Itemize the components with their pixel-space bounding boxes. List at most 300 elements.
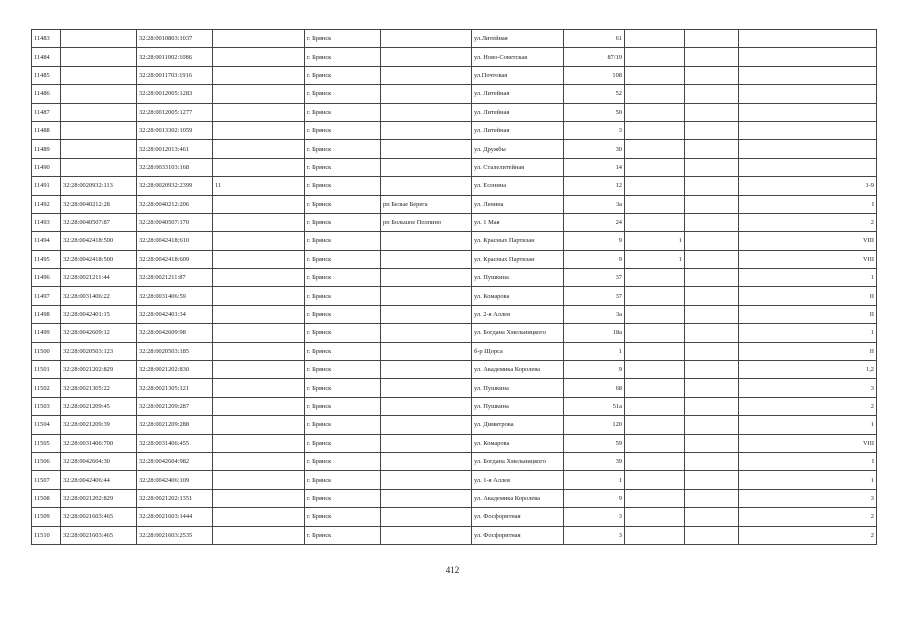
row-number-cell: 11506 xyxy=(32,452,61,470)
cadastral-number-cell: 32:28:0021603:2535 xyxy=(137,526,213,544)
extra-number-cell xyxy=(213,305,305,323)
building-cell xyxy=(625,121,685,139)
house-cell: 3 xyxy=(564,526,625,544)
building-cell xyxy=(625,30,685,48)
structure-cell xyxy=(685,526,739,544)
extra-number-cell xyxy=(213,342,305,360)
apartment-cell: 3 xyxy=(739,489,877,507)
cadastral-quarter-cell: 32:28:0042604:30 xyxy=(61,452,137,470)
city-cell: г. Брянск xyxy=(305,287,381,305)
apartment-cell: 1 xyxy=(739,471,877,489)
cadastral-number-cell: 32:28:0040507:170 xyxy=(137,213,213,231)
building-cell xyxy=(625,103,685,121)
street-cell: ул. 1-я Аллея xyxy=(472,471,564,489)
table-row xyxy=(32,232,877,250)
building-cell xyxy=(625,342,685,360)
house-cell: 9 xyxy=(564,232,625,250)
locality-cell xyxy=(381,434,472,452)
cadastral-quarter-cell: 32:28:0021202:829 xyxy=(61,361,137,379)
cadastral-quarter-cell xyxy=(61,66,137,84)
cadastral-quarter-cell: 32:28:0042418:500 xyxy=(61,250,137,268)
structure-cell xyxy=(685,324,739,342)
cadastral-number-cell: 32:28:0042418:610 xyxy=(137,232,213,250)
house-cell: 3 xyxy=(564,508,625,526)
building-cell xyxy=(625,416,685,434)
extra-number-cell xyxy=(213,66,305,84)
row-number-cell: 11498 xyxy=(32,305,61,323)
cadastral-number-cell: 32:28:0042604:982 xyxy=(137,452,213,470)
row-number-cell: 11493 xyxy=(32,213,61,231)
structure-cell xyxy=(685,508,739,526)
apartment-cell xyxy=(739,30,877,48)
locality-cell xyxy=(381,158,472,176)
row-number-cell: 11505 xyxy=(32,434,61,452)
locality-cell xyxy=(381,85,472,103)
house-cell: 9 xyxy=(564,250,625,268)
apartment-cell: II xyxy=(739,305,877,323)
cadastral-number-cell: 32:28:0021202:1351 xyxy=(137,489,213,507)
extra-number-cell xyxy=(213,416,305,434)
city-cell: г. Брянск xyxy=(305,85,381,103)
locality-cell: рп Большое Полпино xyxy=(381,213,472,231)
street-cell: ул. Академика Королева xyxy=(472,489,564,507)
cadastral-quarter-cell: 32:28:0042406:44 xyxy=(61,471,137,489)
structure-cell xyxy=(685,195,739,213)
structure-cell xyxy=(685,361,739,379)
extra-number-cell xyxy=(213,250,305,268)
extra-number-cell xyxy=(213,397,305,415)
street-cell: ул. Пушкина xyxy=(472,397,564,415)
table-row xyxy=(32,158,877,176)
table-row xyxy=(32,269,877,287)
structure-cell xyxy=(685,452,739,470)
cadastral-quarter-cell: 32:28:0021305:22 xyxy=(61,379,137,397)
house-cell: 18а xyxy=(564,324,625,342)
structure-cell xyxy=(685,342,739,360)
table-row xyxy=(32,213,877,231)
table-row xyxy=(32,379,877,397)
cadastral-number-cell: 32:28:0012005:1283 xyxy=(137,85,213,103)
table-row xyxy=(32,324,877,342)
city-cell: г. Брянск xyxy=(305,103,381,121)
extra-number-cell xyxy=(213,213,305,231)
apartment-cell xyxy=(739,158,877,176)
extra-number-cell xyxy=(213,324,305,342)
house-cell: 3а xyxy=(564,305,625,323)
house-cell: 59 xyxy=(564,434,625,452)
table-row xyxy=(32,489,877,507)
street-cell: ул. Ленина xyxy=(472,195,564,213)
building-cell xyxy=(625,471,685,489)
house-cell: 24 xyxy=(564,213,625,231)
building-cell xyxy=(625,158,685,176)
apartment-cell: 2 xyxy=(739,526,877,544)
street-cell: ул. Дружбы xyxy=(472,140,564,158)
city-cell: г. Брянск xyxy=(305,397,381,415)
cadastral-number-cell: 32:28:0031406:455 xyxy=(137,434,213,452)
house-cell: 87/19 xyxy=(564,48,625,66)
structure-cell xyxy=(685,232,739,250)
cadastral-quarter-cell: 32:28:0031406:22 xyxy=(61,287,137,305)
row-number-cell: 11502 xyxy=(32,379,61,397)
street-cell: ул. Комарова xyxy=(472,287,564,305)
locality-cell xyxy=(381,324,472,342)
row-number-cell: 11508 xyxy=(32,489,61,507)
cadastral-number-cell: 32:28:0011703:1916 xyxy=(137,66,213,84)
table-row xyxy=(32,397,877,415)
extra-number-cell: 11 xyxy=(213,177,305,195)
table-row xyxy=(32,85,877,103)
structure-cell xyxy=(685,158,739,176)
locality-cell xyxy=(381,269,472,287)
table-row xyxy=(32,250,877,268)
apartment-cell: 2 xyxy=(739,213,877,231)
building-cell xyxy=(625,305,685,323)
row-number-cell: 11488 xyxy=(32,121,61,139)
cadastral-number-cell: 32:28:0021209:287 xyxy=(137,397,213,415)
apartment-cell: 2 xyxy=(739,508,877,526)
cadastral-number-cell: 32:28:0031406:59 xyxy=(137,287,213,305)
locality-cell xyxy=(381,305,472,323)
building-cell xyxy=(625,324,685,342)
cadastral-number-cell: 32:28:0042406:109 xyxy=(137,471,213,489)
street-cell: ул. Богдана Хмельницкого xyxy=(472,324,564,342)
extra-number-cell xyxy=(213,103,305,121)
extra-number-cell xyxy=(213,85,305,103)
house-cell: 30 xyxy=(564,140,625,158)
row-number-cell: 11487 xyxy=(32,103,61,121)
house-cell: 61 xyxy=(564,30,625,48)
house-cell: 108 xyxy=(564,66,625,84)
city-cell: г. Брянск xyxy=(305,269,381,287)
structure-cell xyxy=(685,30,739,48)
row-number-cell: 11486 xyxy=(32,85,61,103)
street-cell: ул. Академика Королева xyxy=(472,361,564,379)
city-cell: г. Брянск xyxy=(305,213,381,231)
city-cell: г. Брянск xyxy=(305,66,381,84)
row-number-cell: 11495 xyxy=(32,250,61,268)
row-number-cell: 11494 xyxy=(32,232,61,250)
table-row xyxy=(32,195,877,213)
city-cell: г. Брянск xyxy=(305,195,381,213)
apartment-cell: 1,2 xyxy=(739,361,877,379)
cadastral-quarter-cell: 32:28:0042418:500 xyxy=(61,232,137,250)
table-row xyxy=(32,526,877,544)
cadastral-number-cell: 32:28:0013302:1059 xyxy=(137,121,213,139)
street-cell: ул. Фосфоритная xyxy=(472,526,564,544)
city-cell: г. Брянск xyxy=(305,361,381,379)
locality-cell xyxy=(381,489,472,507)
cadastral-number-cell: 32:28:0012005:1277 xyxy=(137,103,213,121)
city-cell: г. Брянск xyxy=(305,48,381,66)
apartment-cell: I xyxy=(739,452,877,470)
cadastral-quarter-cell: 32:28:0021211:44 xyxy=(61,269,137,287)
cadastral-number-cell: 32:28:0021305:121 xyxy=(137,379,213,397)
building-cell xyxy=(625,48,685,66)
extra-number-cell xyxy=(213,121,305,139)
building-cell xyxy=(625,177,685,195)
page-number: 412 xyxy=(445,565,460,575)
cadastral-quarter-cell xyxy=(61,30,137,48)
street-cell: ул. Есенина xyxy=(472,177,564,195)
street-cell: ул. Пушкина xyxy=(472,379,564,397)
building-cell xyxy=(625,287,685,305)
locality-cell xyxy=(381,177,472,195)
city-cell: г. Брянск xyxy=(305,434,381,452)
city-cell: г. Брянск xyxy=(305,471,381,489)
cadastral-number-cell: 32:28:0020932:2399 xyxy=(137,177,213,195)
structure-cell xyxy=(685,397,739,415)
street-cell: б-р Щорса xyxy=(472,342,564,360)
cadastral-quarter-cell xyxy=(61,85,137,103)
apartment-cell: 1 xyxy=(739,416,877,434)
locality-cell xyxy=(381,526,472,544)
cadastral-quarter-cell xyxy=(61,121,137,139)
cadastral-number-cell: 32:28:0021202:830 xyxy=(137,361,213,379)
apartment-cell: II xyxy=(739,287,877,305)
cadastral-number-cell: 32:28:0021603:1444 xyxy=(137,508,213,526)
locality-cell xyxy=(381,287,472,305)
cadastral-number-cell: 32:28:0012013:461 xyxy=(137,140,213,158)
city-cell: г. Брянск xyxy=(305,508,381,526)
city-cell: г. Брянск xyxy=(305,177,381,195)
structure-cell xyxy=(685,177,739,195)
cadastral-quarter-cell: 32:28:0021603:465 xyxy=(61,526,137,544)
table-row xyxy=(32,508,877,526)
apartment-cell xyxy=(739,121,877,139)
row-number-cell: 11509 xyxy=(32,508,61,526)
extra-number-cell xyxy=(213,48,305,66)
cadastral-quarter-cell: 32:28:0020503:123 xyxy=(61,342,137,360)
city-cell: г. Брянск xyxy=(305,305,381,323)
structure-cell xyxy=(685,416,739,434)
building-cell xyxy=(625,434,685,452)
locality-cell xyxy=(381,30,472,48)
city-cell: г. Брянск xyxy=(305,416,381,434)
extra-number-cell xyxy=(213,140,305,158)
cadastral-quarter-cell xyxy=(61,140,137,158)
street-cell: ул. Сталелитейная xyxy=(472,158,564,176)
row-number-cell: 11483 xyxy=(32,30,61,48)
extra-number-cell xyxy=(213,361,305,379)
locality-cell xyxy=(381,66,472,84)
cadastral-number-cell: 32:28:0042609:98 xyxy=(137,324,213,342)
table-row xyxy=(32,305,877,323)
row-number-cell: 11507 xyxy=(32,471,61,489)
apartment-cell: I xyxy=(739,195,877,213)
table-row xyxy=(32,140,877,158)
building-cell: 1 xyxy=(625,232,685,250)
apartment-cell: 1-9 xyxy=(739,177,877,195)
structure-cell xyxy=(685,434,739,452)
structure-cell xyxy=(685,66,739,84)
apartment-cell: 2 xyxy=(739,397,877,415)
locality-cell xyxy=(381,379,472,397)
row-number-cell: 11503 xyxy=(32,397,61,415)
cadastral-quarter-cell xyxy=(61,158,137,176)
extra-number-cell xyxy=(213,508,305,526)
city-cell: г. Брянск xyxy=(305,140,381,158)
locality-cell xyxy=(381,508,472,526)
apartment-cell: VIII xyxy=(739,232,877,250)
extra-number-cell xyxy=(213,471,305,489)
cadastral-quarter-cell xyxy=(61,103,137,121)
house-cell: 12 xyxy=(564,177,625,195)
extra-number-cell xyxy=(213,434,305,452)
city-cell: г. Брянск xyxy=(305,489,381,507)
house-cell: 68 xyxy=(564,379,625,397)
table-row xyxy=(32,342,877,360)
structure-cell xyxy=(685,250,739,268)
extra-number-cell xyxy=(213,489,305,507)
street-cell: ул. 1 Мая xyxy=(472,213,564,231)
table-row xyxy=(32,416,877,434)
street-cell: ул. Литейная xyxy=(472,103,564,121)
structure-cell xyxy=(685,305,739,323)
row-number-cell: 11485 xyxy=(32,66,61,84)
locality-cell xyxy=(381,416,472,434)
building-cell xyxy=(625,66,685,84)
structure-cell xyxy=(685,379,739,397)
structure-cell xyxy=(685,85,739,103)
house-cell: 51а xyxy=(564,397,625,415)
row-number-cell: 11500 xyxy=(32,342,61,360)
street-cell: ул.Литейная xyxy=(472,30,564,48)
locality-cell xyxy=(381,250,472,268)
structure-cell xyxy=(685,121,739,139)
cadastral-quarter-cell: 32:28:0020932:113 xyxy=(61,177,137,195)
street-cell: ул. Ново-Советская xyxy=(472,48,564,66)
house-cell: 37 xyxy=(564,287,625,305)
table-row xyxy=(32,452,877,470)
cadastral-number-cell: 32:28:0020503:185 xyxy=(137,342,213,360)
cadastral-quarter-cell xyxy=(61,48,137,66)
cadastral-number-cell: 32:28:0042418:609 xyxy=(137,250,213,268)
apartment-cell xyxy=(739,103,877,121)
locality-cell xyxy=(381,232,472,250)
row-number-cell: 11501 xyxy=(32,361,61,379)
table-row xyxy=(32,66,877,84)
table-row xyxy=(32,177,877,195)
table-row xyxy=(32,287,877,305)
house-cell: 9 xyxy=(564,361,625,379)
locality-cell xyxy=(381,452,472,470)
street-cell: ул. Богдана Хмельницкого xyxy=(472,452,564,470)
cadastral-number-cell: 32:28:0021211:87 xyxy=(137,269,213,287)
table-row xyxy=(32,471,877,489)
extra-number-cell xyxy=(213,452,305,470)
structure-cell xyxy=(685,140,739,158)
cadastral-quarter-cell: 32:28:0021209:39 xyxy=(61,416,137,434)
building-cell xyxy=(625,397,685,415)
locality-cell xyxy=(381,140,472,158)
apartment-cell: 1 xyxy=(739,269,877,287)
apartment-cell xyxy=(739,48,877,66)
cadastral-number-cell: 32:28:0042401:34 xyxy=(137,305,213,323)
house-cell: 50 xyxy=(564,103,625,121)
registry-table xyxy=(31,29,877,545)
structure-cell xyxy=(685,269,739,287)
building-cell xyxy=(625,140,685,158)
city-cell: г. Брянск xyxy=(305,526,381,544)
table-row xyxy=(32,434,877,452)
apartment-cell xyxy=(739,85,877,103)
table-row xyxy=(32,103,877,121)
table-row xyxy=(32,361,877,379)
locality-cell xyxy=(381,342,472,360)
table-row xyxy=(32,48,877,66)
cadastral-quarter-cell: 32:28:0021209:45 xyxy=(61,397,137,415)
locality-cell: рп Белые Берега xyxy=(381,195,472,213)
street-cell: ул. Фосфоритная xyxy=(472,508,564,526)
extra-number-cell xyxy=(213,526,305,544)
apartment-cell: VIII xyxy=(739,250,877,268)
street-cell: ул. Литейная xyxy=(472,85,564,103)
building-cell xyxy=(625,452,685,470)
building-cell: 1 xyxy=(625,250,685,268)
row-number-cell: 11484 xyxy=(32,48,61,66)
building-cell xyxy=(625,269,685,287)
apartment-cell: 3 xyxy=(739,379,877,397)
row-number-cell: 11489 xyxy=(32,140,61,158)
extra-number-cell xyxy=(213,379,305,397)
table-row xyxy=(32,121,877,139)
locality-cell xyxy=(381,103,472,121)
building-cell xyxy=(625,489,685,507)
table-row xyxy=(32,30,877,48)
locality-cell xyxy=(381,397,472,415)
apartment-cell xyxy=(739,140,877,158)
cadastral-quarter-cell: 32:28:0040212:28 xyxy=(61,195,137,213)
building-cell xyxy=(625,526,685,544)
house-cell: 1 xyxy=(564,471,625,489)
row-number-cell: 11492 xyxy=(32,195,61,213)
cadastral-quarter-cell: 32:28:0021603:465 xyxy=(61,508,137,526)
street-cell: ул. 2-я Аллея xyxy=(472,305,564,323)
cadastral-number-cell: 32:28:0040212:206 xyxy=(137,195,213,213)
cadastral-number-cell: 32:28:0033103:168 xyxy=(137,158,213,176)
house-cell: 120 xyxy=(564,416,625,434)
city-cell: г. Брянск xyxy=(305,379,381,397)
apartment-cell: II xyxy=(739,342,877,360)
extra-number-cell xyxy=(213,287,305,305)
city-cell: г. Брянск xyxy=(305,250,381,268)
cadastral-quarter-cell: 32:28:0021202:829 xyxy=(61,489,137,507)
street-cell: ул.Почтовая xyxy=(472,66,564,84)
street-cell: ул. Литейная xyxy=(472,121,564,139)
structure-cell xyxy=(685,213,739,231)
city-cell: г. Брянск xyxy=(305,324,381,342)
extra-number-cell xyxy=(213,30,305,48)
row-number-cell: 11504 xyxy=(32,416,61,434)
house-cell: 37 xyxy=(564,269,625,287)
building-cell xyxy=(625,85,685,103)
street-cell: ул. Красных Партизан xyxy=(472,232,564,250)
row-number-cell: 11497 xyxy=(32,287,61,305)
apartment-cell xyxy=(739,66,877,84)
house-cell: 3а xyxy=(564,195,625,213)
table-body xyxy=(32,30,877,545)
structure-cell xyxy=(685,48,739,66)
extra-number-cell xyxy=(213,269,305,287)
street-cell: ул. Красных Партизан xyxy=(472,250,564,268)
locality-cell xyxy=(381,471,472,489)
locality-cell xyxy=(381,121,472,139)
city-cell: г. Брянск xyxy=(305,158,381,176)
house-cell: 14 xyxy=(564,158,625,176)
row-number-cell: 11510 xyxy=(32,526,61,544)
cadastral-number-cell: 32:28:0011002:1086 xyxy=(137,48,213,66)
